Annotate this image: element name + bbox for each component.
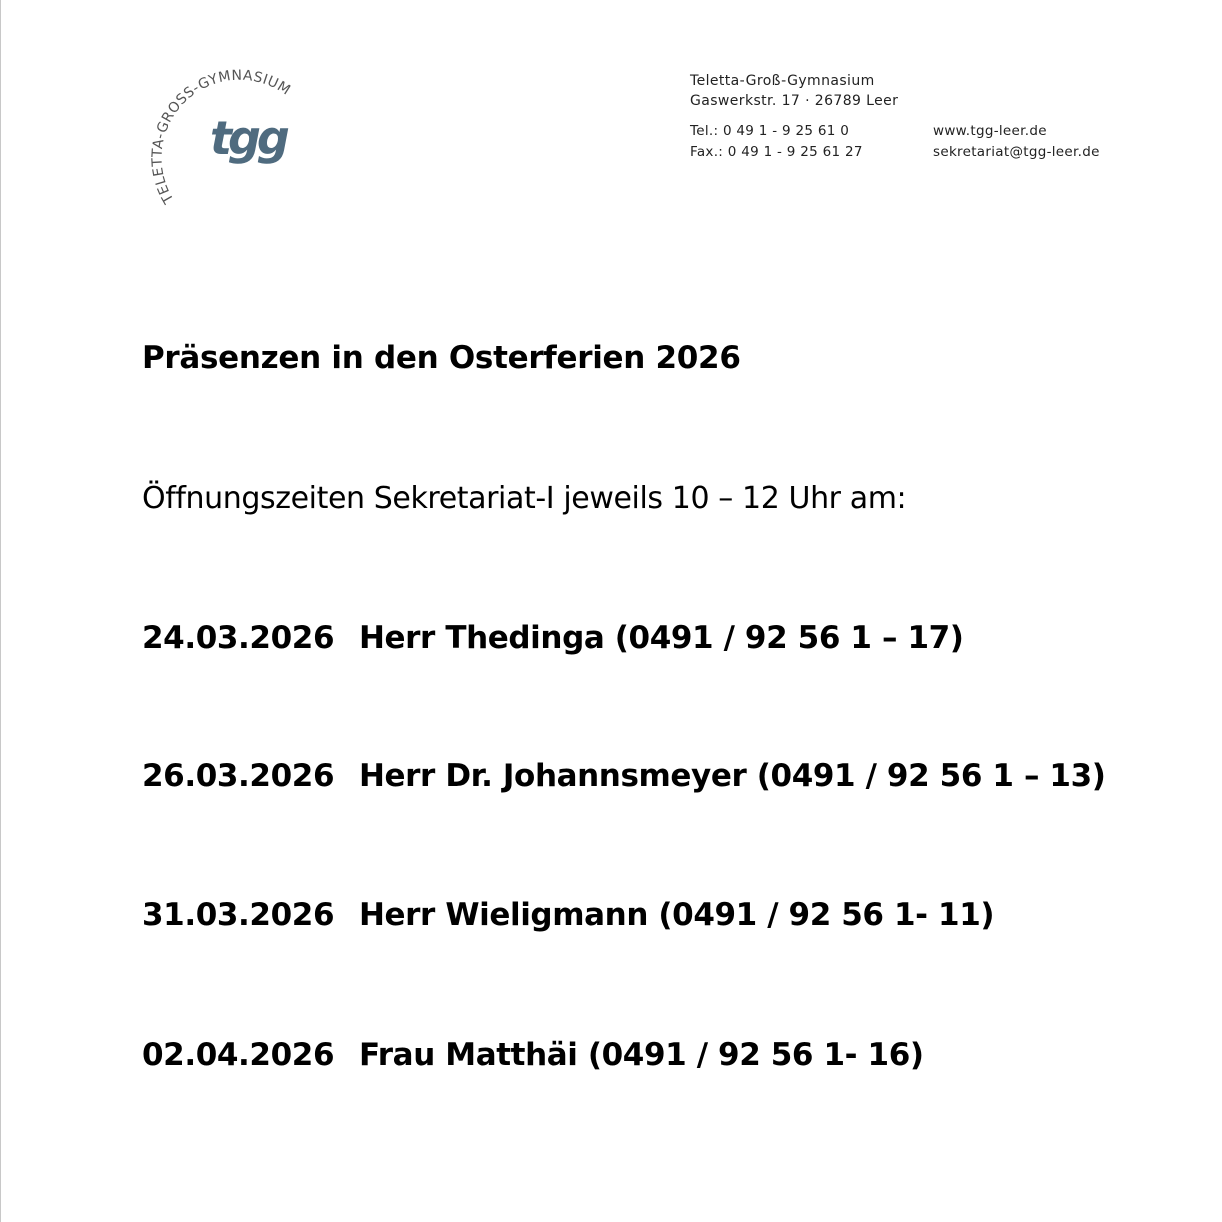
- school-address: [690, 71, 898, 111]
- schedule-entry: [142, 1037, 924, 1073]
- phone-number: Tel.: 0 49 1 - 9 25 61 0: [690, 123, 850, 139]
- logo-ring-text: TELETTA-GROSS-GYMNASIUM: [149, 67, 294, 207]
- page-edge: [0, 0, 1, 1222]
- entry-person: Frau Matthäi (0491 / 92 56 1- 16): [359, 1037, 924, 1073]
- entry-date: 31.03.2026: [142, 897, 335, 933]
- entry-person: Herr Dr. Johannsmeyer (0491 / 92 56 1 – 13): [359, 758, 1106, 794]
- opening-hours-text: Öffnungszeiten Sekretariat-I jeweils 10 – 12 Uhr am:: [142, 481, 907, 516]
- schedule-entry: [142, 758, 1106, 794]
- web-block: [933, 121, 1100, 163]
- fax-number: Fax.: 0 49 1 - 9 25 61 27: [690, 144, 863, 160]
- schedule-entry: [142, 620, 964, 656]
- page-title: Präsenzen in den Osterferien 2026: [142, 340, 741, 376]
- logo-mark: tgg: [210, 111, 286, 165]
- entry-person: Herr Wieligmann (0491 / 92 56 1- 11): [359, 897, 995, 933]
- phone-block: [690, 121, 863, 163]
- schedule-entry: [142, 897, 994, 933]
- email-link[interactable]: sekretariat@tgg-leer.de: [933, 144, 1100, 160]
- school-logo: [120, 48, 340, 228]
- website-link[interactable]: www.tgg-leer.de: [933, 123, 1047, 139]
- entry-date: 02.04.2026: [142, 1037, 335, 1073]
- entry-date: 24.03.2026: [142, 620, 335, 656]
- school-name: Teletta-Groß-Gymnasium: [690, 73, 875, 89]
- entry-person: Herr Thedinga (0491 / 92 56 1 – 17): [359, 620, 964, 656]
- entry-date: 26.03.2026: [142, 758, 335, 794]
- school-street: Gaswerkstr. 17 · 26789 Leer: [690, 93, 899, 109]
